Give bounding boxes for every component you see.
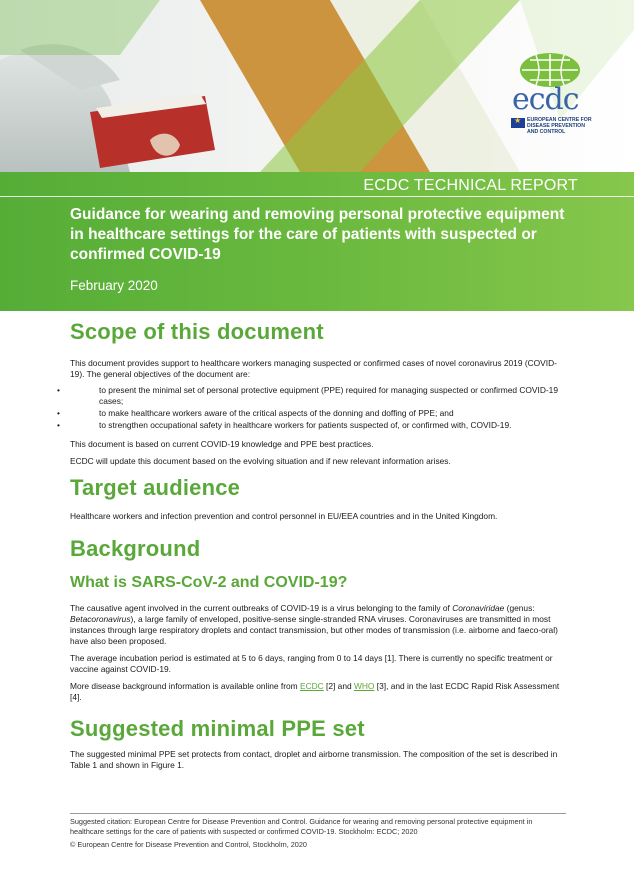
scope-heading: Scope of this document xyxy=(70,319,324,344)
publication-date: February 2020 xyxy=(70,278,158,293)
list-item: • to make healthcare workers aware of the critical aspects of the donning and doffing of PPE; and xyxy=(70,408,566,419)
who-link[interactable]: WHO xyxy=(353,681,375,691)
scope-intro: This document provides support to healthcare workers managing suspected or confirmed cases of novel coronavirus 2019 (COVID-19). The general objectives of the document are: xyxy=(70,358,557,379)
background-paragraph-3: More disease background information is available online from ECDC [2] and WHO [3], and in the last ECDC Rapid Risk Assessment [4]. xyxy=(70,681,560,702)
logo-text: ecdc xyxy=(512,82,579,117)
scope-update: ECDC will update this document based on the evolving situation and if new relevant information arises. xyxy=(70,456,451,466)
copyright: © European Centre for Disease Prevention and Control, Stockholm, 2020 xyxy=(70,840,307,849)
family-name: Coronaviridae xyxy=(452,603,505,613)
cover-photo xyxy=(0,0,634,172)
list-item: • to strengthen occupational safety in healthcare workers for patients suspected of, or confirmed with, COVID-19. xyxy=(70,420,566,431)
logo-agency-name: EUROPEAN CENTRE FOR DISEASE PREVENTION AND CONTROL xyxy=(527,117,592,135)
banner-divider xyxy=(0,196,634,197)
document-body xyxy=(70,318,566,771)
scope-basis: This document is based on current COVID-19 knowledge and PPE best practices. xyxy=(70,439,374,449)
audience-heading: Target audience xyxy=(70,475,241,500)
ppe-text: The suggested minimal PPE set protects from contact, droplet and airborne transmission. The composition of the set is described in Table 1 and shown in Figure 1. xyxy=(70,749,558,770)
genus-name: Betacoronavirus xyxy=(70,614,131,624)
background-paragraph-2: The average incubation period is estimated at 5 to 6 days, ranging from 0 to 14 days [1]. There is currently no specific treatment or vaccine against COVID-19. xyxy=(70,653,553,674)
background-paragraph-1: The causative agent involved in the current outbreaks of COVID-19 is a virus belonging to the family of Coronaviridae (genus: Betacoronavirus), a large family of enveloped, positive-sense single-stranded RNA viruses. Coronaviruses are transmitted in most instances through large respiratory droplets and contact transmission, but other modes of transmission (i.e. airborne and faeco-oral) have also been proposed. xyxy=(70,603,558,646)
footer-divider xyxy=(70,813,566,814)
list-item: • to present the minimal set of personal protective equipment (PPE) required for managing suspected or confirmed COVID-19 cases; xyxy=(70,385,566,407)
eu-flag-icon xyxy=(511,118,525,128)
ecdc-link[interactable]: ECDC xyxy=(299,681,324,691)
report-type: ECDC TECHNICAL REPORT xyxy=(363,177,578,194)
ppe-heading: Suggested minimal PPE set xyxy=(70,716,365,741)
background-heading: Background xyxy=(70,536,201,561)
background-subheading: What is SARS-CoV-2 and COVID-19? xyxy=(70,574,348,591)
document-title: Guidance for wearing and removing personal protective equipment in healthcare settings for the care of patients with suspected or confirmed COVID-19 xyxy=(70,206,565,263)
audience-text: Healthcare workers and infection prevention and control personnel in EU/EEA countries and in the United Kingdom. xyxy=(70,511,498,521)
objectives-list xyxy=(70,385,566,431)
footer xyxy=(70,817,566,850)
citation: Suggested citation: European Centre for Disease Prevention and Control. Guidance for wearing and removing personal protective equipment in healthcare settings for the care of patients with suspected or confirmed COVID-19. Stockholm: ECDC; 2020 xyxy=(70,817,533,836)
